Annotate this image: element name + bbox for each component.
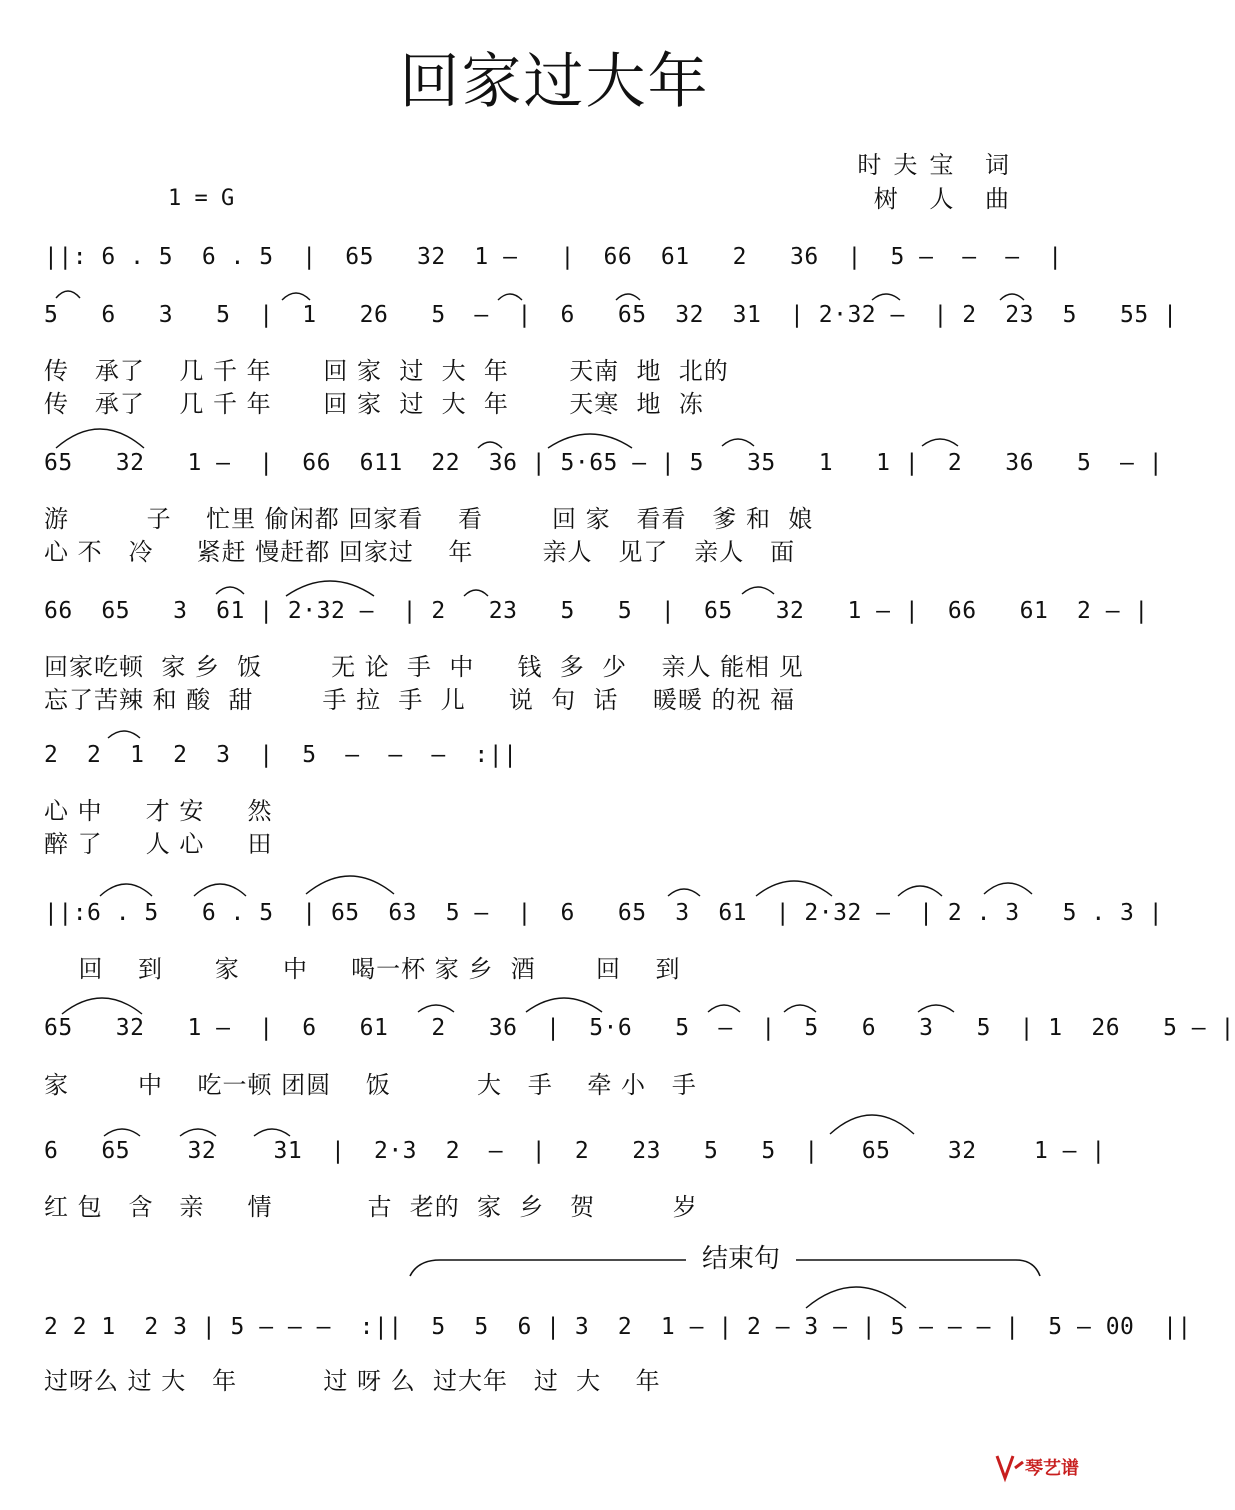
lyricist-credit: 时夫宝 词 [857,151,1021,179]
notation-line-4: 66 65 3 61 | 2·32 – | 2 23 5 5 | 65 32 1 – | 66 61 2 – | [44,598,1149,624]
notation-line-5: 2 2 1 2 3 | 5 – – – :|| [44,742,518,768]
lyric-line-9: 回 到 家 中 喝一杯 家 乡 酒 回 到 [44,955,681,983]
notation-line-7: 65 32 1 – | 6 61 2 36 | 5·6 5 – | 5 6 3 5 | 1 26 5 – | [44,1015,1235,1041]
lyric-line-6: 忘了苦辣 和 酸 甜 手 拉 手 儿 说 句 话 暖暖 的祝 福 [44,686,796,714]
notation-line-2: 5 6 3 5 | 1 26 5 – | 6 65 32 31 | 2·32 – | 2 23 5 55 | [44,302,1178,328]
song-title: 回家过大年 [399,47,710,117]
lyric-line-4: 心 不 冷 紧赶 慢赶都 回家过 年 亲人 见了 亲人 面 [44,538,796,566]
lyric-line-3: 游 子 忙里 偷闲都 回家看 看 回 家 看看 爹 和 娘 [44,505,814,533]
notation-line-1: ||: 6 . 5 6 . 5 | 65 32 1 – | 66 61 2 36 | 5 – – – | [44,244,1063,270]
lyric-line-12: 过呀么 过 大 年 过 呀 么 过大年 过 大 年 [44,1367,661,1395]
lyric-line-5: 回家吃顿 家 乡 饭 无 论 手 中 钱 多 少 亲人 能相 见 [44,653,804,681]
lyric-line-11: 红 包 含 亲 情 古 老的 家 乡 贺 岁 [44,1193,698,1221]
watermark-logo [993,1448,1083,1488]
notation-line-3: 65 32 1 – | 66 611 22 36 | 5·65 – | 5 35 1 1 | 2 36 5 – | [44,450,1164,476]
lyric-line-1: 传 承了 几 千 年 回 家 过 大 年 天南 地 北的 [44,357,729,385]
ending-label: 结束句 [686,1242,796,1276]
watermark-text: 琴艺谱 [1025,1458,1079,1479]
lyric-line-10: 家 中 吃一顿 团圆 饭 大 手 牵 小 手 [44,1071,697,1099]
lyric-line-8: 醉 了 人 心 田 [44,830,273,858]
lyric-line-7: 心 中 才 安 然 [44,797,273,825]
notation-line-9: 2 2 1 2 3 | 5 – – – :|| 5 5 6 | 3 2 1 – | 2 – 3 – | 5 – – – | 5 – 00 || [44,1314,1192,1340]
notation-line-6: ||:6 . 5 6 . 5 | 65 63 5 – | 6 65 3 61 | 2·32 – | 2 . 3 5 . 3 | [44,900,1164,926]
composer-credit: 树 人 曲 [873,185,1021,213]
lyric-line-2: 传 承了 几 千 年 回 家 过 大 年 天寒 地 冻 [44,390,704,418]
key-signature: 1 = G [168,186,235,211]
notation-line-8: 6 65 32 31 | 2·3 2 – | 2 23 5 5 | 65 32 1 – | [44,1138,1106,1164]
